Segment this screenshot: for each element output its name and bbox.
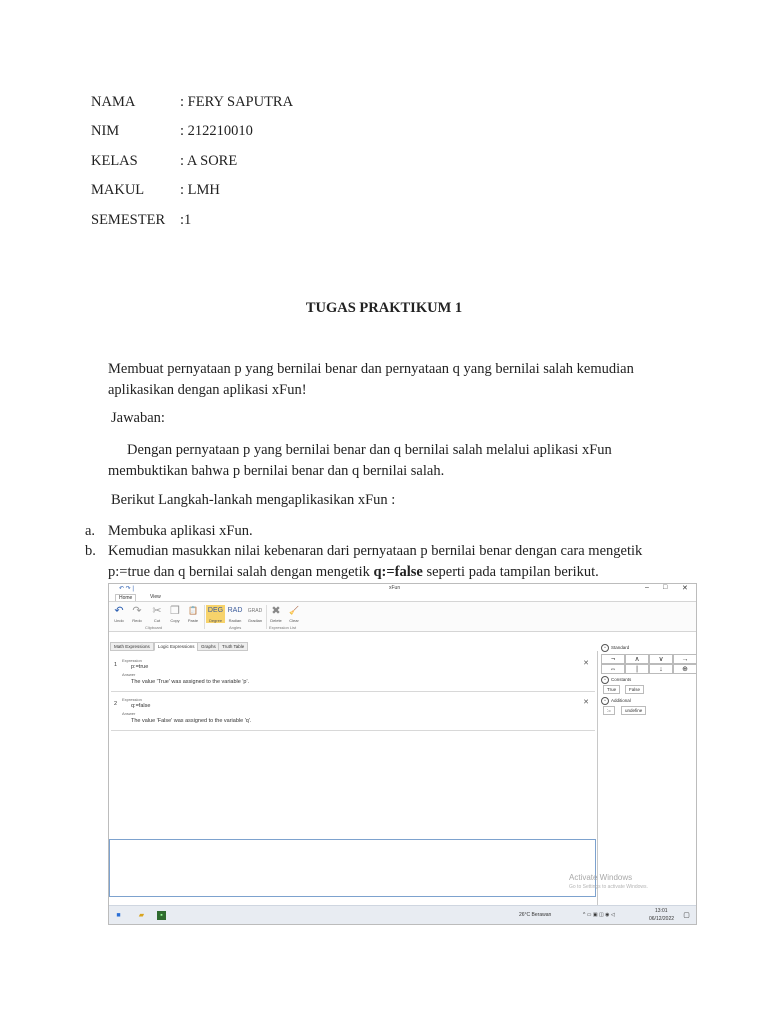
label-nama: NAMA <box>91 94 136 110</box>
radian-button[interactable] <box>226 605 244 623</box>
step-b-line-1: Kemudian masukkan nilai kebenaran dari pernyataan p bernilai benar dengan cara mengetik <box>108 543 643 559</box>
question-line-2: aplikasikan dengan aplikasi xFun! <box>108 382 307 398</box>
step-a-text: Membuka aplikasi xFun. <box>108 523 253 539</box>
symbol-iff[interactable]: ⇔ <box>601 664 625 674</box>
expression-item[interactable] <box>111 695 595 731</box>
tab-graphs[interactable]: Graphs <box>197 642 220 651</box>
cut-icon: ✂ <box>152 605 162 617</box>
additional-header[interactable] <box>601 697 631 705</box>
window-title: xFun <box>389 585 401 591</box>
clock-date[interactable]: 06/12/2022 <box>649 916 675 922</box>
steps-intro: Berikut Langkah-lankah mengaplikasikan xFun : <box>111 492 396 508</box>
gradian-label: Gradian <box>247 618 263 623</box>
answer-caption: Answer <box>122 711 136 716</box>
expression-caption: Expression <box>122 697 142 702</box>
rad-icon: RAD <box>227 607 243 614</box>
question-paragraph <box>108 359 688 401</box>
symbol-xor[interactable]: ⊕ <box>673 664 697 674</box>
maximize-button[interactable]: □ <box>663 584 668 591</box>
group-expression-list: Expression List <box>269 625 297 630</box>
activate-windows-hint: Go to Settings to activate Windows. <box>569 884 648 890</box>
window-titlebar <box>109 584 696 593</box>
value-nama: : FERY SAPUTRA <box>180 94 294 110</box>
expression-caption: Expression <box>122 658 142 663</box>
undo-button[interactable] <box>111 605 127 623</box>
constant-true[interactable]: True <box>603 685 620 694</box>
expression-number: 2 <box>114 701 118 707</box>
step-b-marker: b. <box>85 543 96 559</box>
standard-header[interactable] <box>601 644 629 652</box>
answer-label: Jawaban: <box>111 410 165 426</box>
step-b-line-2-pre: p:=true dan q bernilai salah dengan mengetik <box>108 564 374 580</box>
constants-header[interactable] <box>601 676 631 684</box>
menu-tab-home[interactable]: Home <box>115 594 136 601</box>
degree-button[interactable] <box>206 605 225 623</box>
expression-answer: The value 'True' was assigned to the variable 'p'. <box>131 679 250 685</box>
copy-button[interactable] <box>167 605 183 623</box>
redo-icon: ↷ <box>132 605 142 617</box>
degree-label: Degree <box>208 618 223 623</box>
value-nim: : 212210010 <box>180 123 253 139</box>
close-icon[interactable]: ✕ <box>583 660 589 667</box>
ribbon <box>109 601 696 632</box>
close-button[interactable]: ✕ <box>682 585 688 592</box>
step-b-line-2-post: seperti pada tampilan berikut. <box>422 564 599 580</box>
tab-math-expressions[interactable]: Math Expressions <box>110 642 154 651</box>
quick-access-toolbar[interactable]: ↶ ↷ | <box>119 586 134 592</box>
system-tray-icons[interactable]: ^ ▭ ▣ ◫ ◉ ◁ <box>583 912 615 918</box>
collapse-icon: ^ <box>601 676 609 684</box>
collapse-icon: ^ <box>601 697 609 705</box>
answer-line-2: membuktikan bahwa p bernilai benar dan q bernilai salah. <box>108 463 445 479</box>
answer-caption: Answer <box>122 672 136 677</box>
terminal-icon[interactable]: ▪ <box>157 911 166 920</box>
cut-button[interactable] <box>149 605 165 623</box>
cut-label: Cut <box>153 618 161 623</box>
copy-label: Copy <box>170 618 180 623</box>
file-explorer-icon[interactable]: ▰ <box>138 912 145 919</box>
label-semester: SEMESTER <box>91 212 166 228</box>
answer-paragraph <box>108 440 688 482</box>
clear-button[interactable] <box>286 605 302 623</box>
question-line-1: Membuat pernyataan p yang bernilai benar dan pernyataan q yang bernilai salah kemudian <box>108 361 634 377</box>
delete-label: Delete <box>270 618 282 623</box>
answer-line-1: Dengan pernyataan p yang bernilai benar dan q bernilai salah melalui aplikasi xFun <box>127 442 612 458</box>
tab-truth-table[interactable]: Truth Table <box>218 642 248 651</box>
additional-label: Additional <box>611 698 631 703</box>
additional-undefine[interactable]: undefine <box>621 706 646 715</box>
clear-label: Clear <box>289 618 299 623</box>
document-title: TUGAS PRAKTIKUM 1 <box>305 300 463 316</box>
paste-button[interactable] <box>185 605 201 623</box>
step-b-code: q:=false <box>373 564 423 580</box>
symbol-implies[interactable]: → <box>673 654 697 664</box>
value-makul: : LMH <box>180 182 220 198</box>
activate-windows-watermark: Activate Windows <box>569 873 633 882</box>
copy-icon: ❐ <box>170 605 180 617</box>
constant-false[interactable]: False <box>625 685 644 694</box>
expression-code: p:=true <box>131 664 149 670</box>
standard-label: Standard <box>611 645 630 650</box>
minimize-button[interactable]: – <box>645 584 649 591</box>
weather-text[interactable]: 26°C Berawan <box>519 912 552 918</box>
ribbon-separator <box>204 605 205 629</box>
clear-icon: 🧹 <box>289 606 299 615</box>
label-nim: NIM <box>91 123 120 139</box>
group-angles: Angles <box>229 625 242 630</box>
redo-label: Redo <box>132 618 142 623</box>
symbol-and[interactable]: ∧ <box>625 654 649 664</box>
redo-button[interactable] <box>129 605 145 623</box>
gradian-button[interactable] <box>246 605 264 623</box>
menu-tab-view[interactable]: View <box>150 594 161 600</box>
symbol-or[interactable]: ∨ <box>649 654 673 664</box>
taskbar <box>109 905 696 925</box>
ribbon-separator <box>266 605 267 629</box>
expression-number: 1 <box>114 662 118 668</box>
expression-code: q:=false <box>131 703 151 709</box>
constants-label: Constants <box>611 677 632 682</box>
expression-item[interactable] <box>111 656 595 692</box>
value-kelas: : A SORE <box>180 153 238 169</box>
paste-label: Paste <box>187 618 199 623</box>
label-kelas: KELAS <box>91 153 138 169</box>
grad-icon: GRAD <box>247 608 263 614</box>
tab-logic-expressions[interactable]: Logic Expressions <box>154 642 199 651</box>
xfun-screenshot <box>108 583 697 925</box>
expression-answer: The value 'False' was assigned to the variable 'q'. <box>131 718 252 724</box>
value-semester: :1 <box>180 212 192 228</box>
deg-icon: DEG <box>207 607 224 614</box>
close-icon[interactable]: ✕ <box>583 699 589 706</box>
notification-icon[interactable]: ▢ <box>683 912 690 919</box>
delete-button[interactable] <box>268 605 284 623</box>
symbol-not[interactable]: ¬ <box>601 654 625 664</box>
group-clipboard: Clipboard <box>145 625 163 630</box>
additional-assign[interactable]: := <box>603 706 615 715</box>
step-a-marker: a. <box>85 523 96 539</box>
label-makul: MAKUL <box>91 182 145 198</box>
paste-icon: 📋 <box>188 606 198 615</box>
start-icon[interactable]: ■ <box>116 912 121 919</box>
collapse-icon: ^ <box>601 644 609 652</box>
step-b-line-2 <box>108 564 599 581</box>
undo-icon: ↶ <box>114 605 124 617</box>
undo-label: Undo <box>114 618 124 623</box>
clock-time[interactable]: 13:01 <box>655 908 668 914</box>
radian-label: Radian <box>228 618 242 623</box>
delete-icon: ✖ <box>271 605 281 617</box>
symbol-nor[interactable]: ↓ <box>649 664 673 674</box>
expression-list <box>109 651 598 921</box>
menu-tabs <box>109 593 696 601</box>
expression-input[interactable] <box>109 839 596 897</box>
symbol-nand[interactable]: | <box>625 664 649 674</box>
